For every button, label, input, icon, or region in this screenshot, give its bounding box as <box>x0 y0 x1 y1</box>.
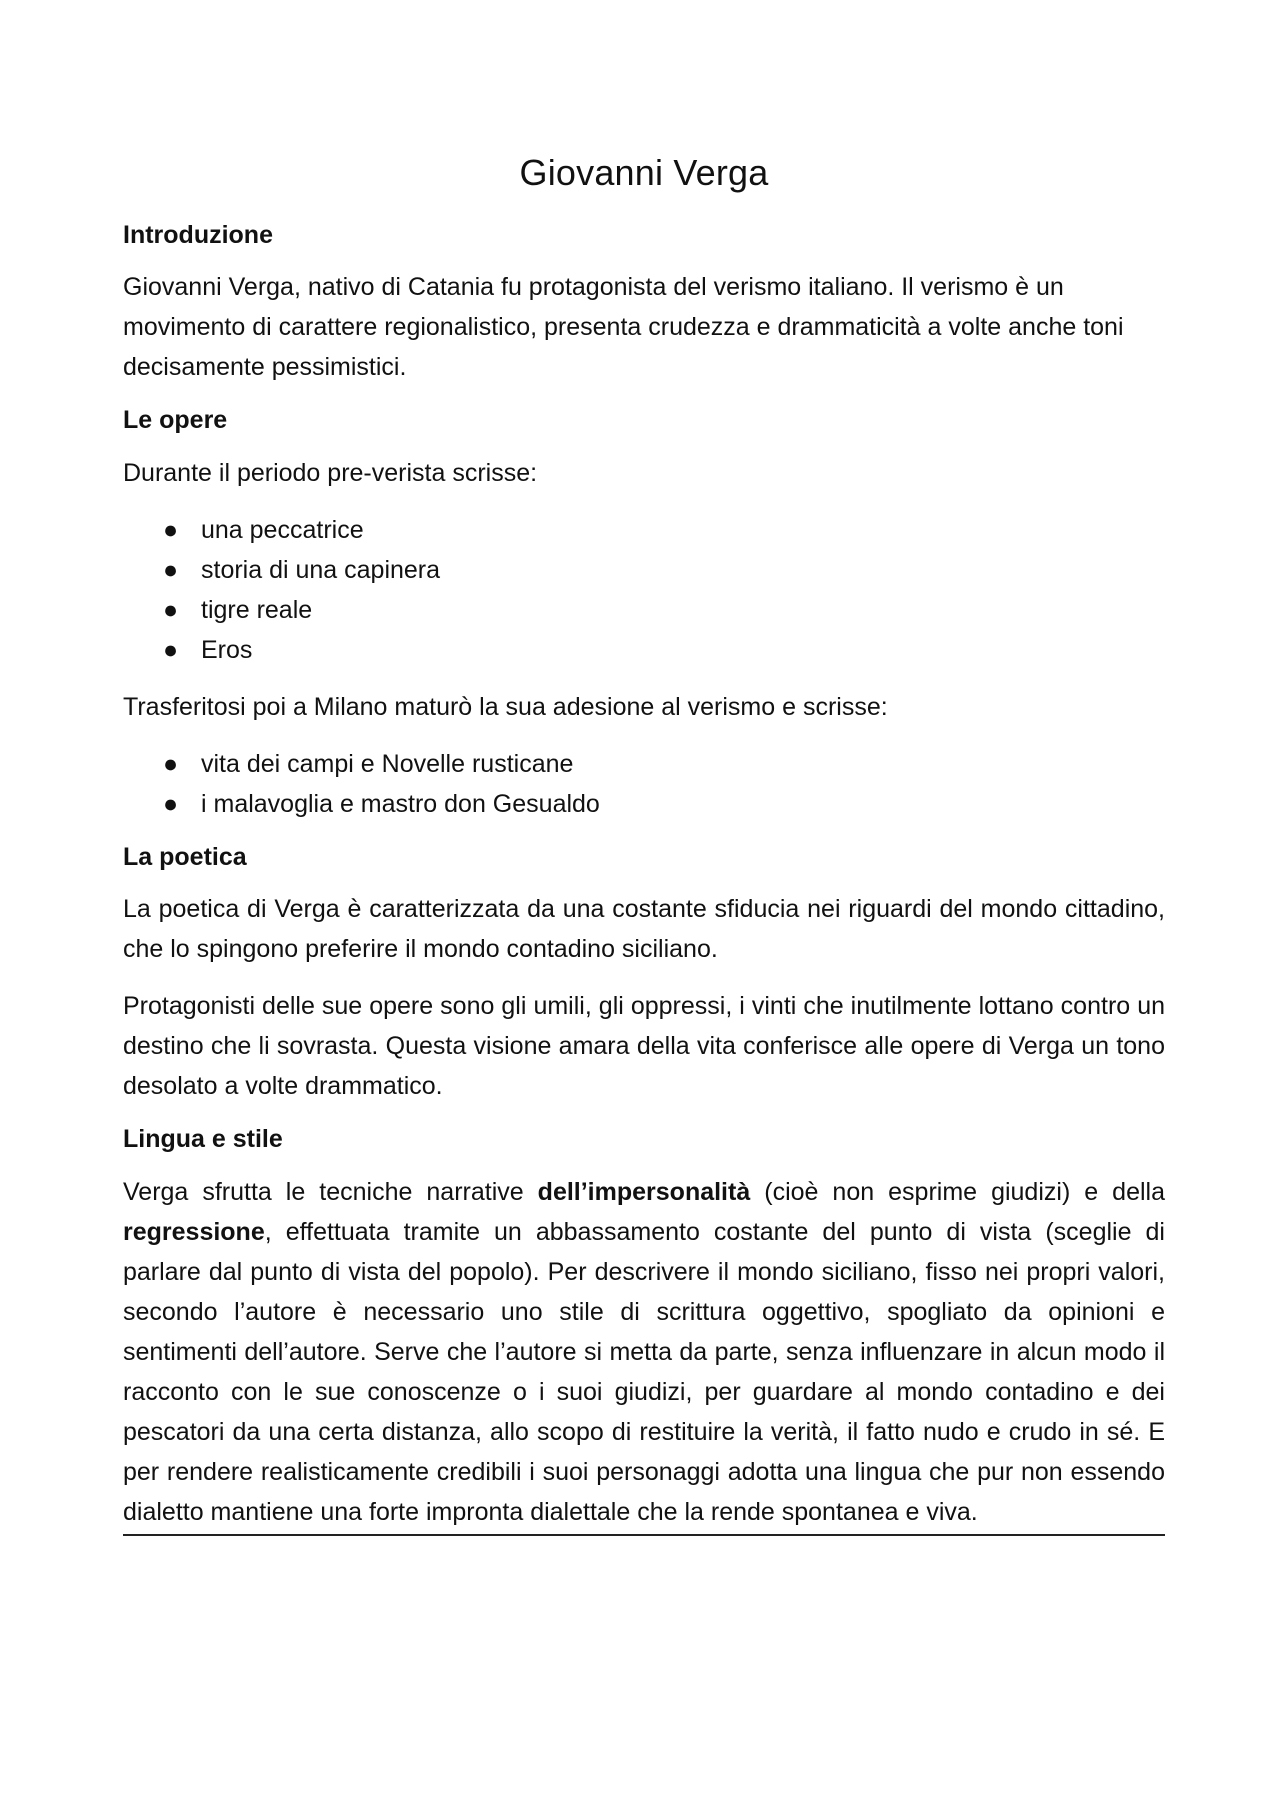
list-item-text: storia di una capinera <box>201 555 441 584</box>
bullet-icon: ● <box>163 555 179 584</box>
heading-lingua-e-stile: Lingua e stile <box>123 1125 283 1154</box>
list-item <box>123 630 1165 670</box>
works-post-intro: Trasferitosi poi a Milano maturò la sua adesione al verismo e scrisse: <box>123 692 888 721</box>
list-item <box>123 590 1165 630</box>
list-item-text: i malavoglia e mastro don Gesualdo <box>201 789 600 818</box>
list-item-text: Eros <box>201 635 253 664</box>
style-bold-regressione: regressione <box>123 1217 265 1246</box>
style-bold-impersonalita: dell’impersonalità <box>537 1177 751 1206</box>
intro-paragraph: Giovanni Verga, nativo di Catania fu protagonista del verismo italiano. Il verismo è un movimento di carattere regionalistico, presenta crudezza e drammaticità a volte anche toni decisamente pessimistici. <box>123 273 1124 382</box>
document-page <box>123 150 1165 1553</box>
bullet-icon: ● <box>163 749 179 778</box>
style-paragraph <box>123 1172 1165 1536</box>
bullet-icon: ● <box>163 515 179 544</box>
list-item <box>123 784 1165 824</box>
bullet-icon: ● <box>163 595 179 624</box>
bullet-icon: ● <box>163 789 179 818</box>
list-item-text: una peccatrice <box>201 515 364 544</box>
list-item-text: vita dei campi e Novelle rusticane <box>201 749 574 778</box>
list-item <box>123 744 1165 784</box>
style-text-3: , effettuata tramite un abbassamento costante del punto di vista (sceglie di parlare dal punto di vista del popolo). Per descrivere il mondo siciliano, fisso nei propri valori, secondo l’autore è necessario uno stile di scrittura oggettivo, spogliato da opinioni e sentimenti dell’autore. Serve che l’autore si metta da parte, senza influenzare in alcun modo il racconto con le sue conoscenze o i suoi giudizi, per guardare al mondo contadino e dei pescatori da una certa distanza, allo scopo di restituire la verità, il fatto nudo e crudo in sé. E per rendere realisticamente credibili i suoi personaggi adotta una lingua che pur non essendo dialetto mantiene una forte impronta dialettale che la rende spontanea e viva. <box>123 1217 1165 1526</box>
works-pre-list <box>123 510 1165 670</box>
list-item <box>123 550 1165 590</box>
document-title: Giovanni Verga <box>519 152 769 193</box>
list-item <box>123 510 1165 550</box>
bullet-icon: ● <box>163 635 179 664</box>
heading-le-opere: Le opere <box>123 406 228 435</box>
style-text-2: (cioè non esprime giudizi) e della <box>750 1177 1165 1206</box>
heading-introduzione: Introduzione <box>123 220 273 249</box>
list-item-text: tigre reale <box>201 595 313 624</box>
poetics-paragraph-1: La poetica di Verga è caratterizzata da una costante sfiducia nei riguardi del mondo cittadino, che lo spingono preferire il mondo contadino siciliano. <box>123 895 1165 964</box>
style-text-1: Verga sfrutta le tecniche narrative <box>123 1177 538 1206</box>
heading-la-poetica: La poetica <box>123 842 247 871</box>
works-post-list <box>123 744 1165 824</box>
poetics-paragraph-2: Protagonisti delle sue opere sono gli umili, gli oppressi, i vinti che inutilmente lottano contro un destino che li sovrasta. Questa visione amara della vita conferisce alle opere di Verga un tono desolato a volte drammatico. <box>123 992 1165 1101</box>
works-pre-intro: Durante il periodo pre-verista scrisse: <box>123 458 538 487</box>
